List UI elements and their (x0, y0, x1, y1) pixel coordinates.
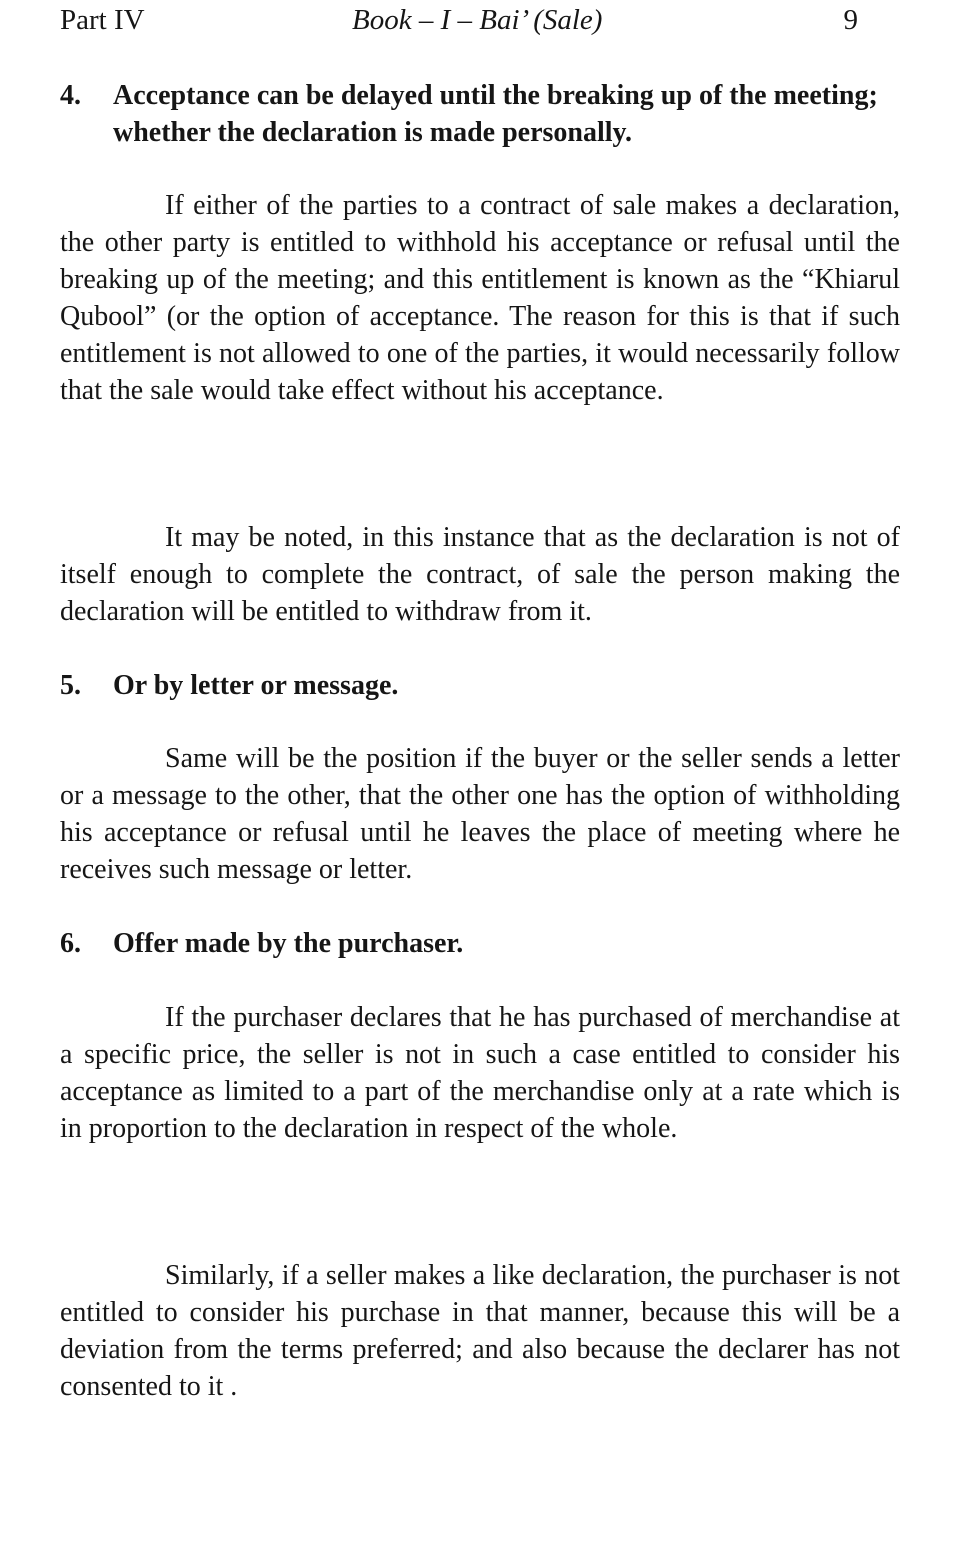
section-title: Acceptance can be delayed until the breaking up of the meeting; whether the declaration is made personally. (113, 80, 878, 148)
section-title: Or by letter or message. (113, 670, 399, 701)
page-number: 9 (843, 4, 858, 36)
paragraph: If either of the parties to a contract of sale makes a declaration, the other party is entitled to withhold his acceptance or refusal until the breaking up of the meeting; and this entitlement is known as the “Khiarul Qubool” (or the option of acceptance. The reason for this is that if such entitlement is not allowed to one of the parties, it would necessarily follow that the sale would take effect without his acceptance. (60, 190, 900, 406)
paragraph: Same will be the position if the buyer or the seller sends a letter or a message to the other, that the other one has the option of withholding his acceptance or refusal until he leaves the place of meeting where he receives such message or letter. (60, 743, 900, 885)
section-number: 4. (60, 80, 81, 111)
part-label: Part IV (60, 4, 145, 36)
section-title: Offer made by the purchaser. (113, 928, 464, 959)
section-heading-5 (60, 667, 900, 704)
paragraph: It may be noted, in this instance that as the declaration is not of itself enough to complete the contract, of sale the person making the declaration will be entitled to withdraw from it. (60, 522, 900, 627)
section-number: 5. (60, 670, 81, 701)
section-number: 6. (60, 928, 81, 959)
paragraph: If the purchaser declares that he has purchased of merchandise at a specific price, the seller is not in such a case entitled to consider his acceptance as limited to a part of the merchandise only at a rate which is in proportion to the declaration in respect of the whole. (60, 1002, 900, 1144)
book-title: Book – I – Bai’ (Sale) (352, 4, 603, 36)
running-head (60, 4, 900, 40)
section-heading-6 (60, 925, 900, 962)
paragraph: Similarly, if a seller makes a like declaration, the purchaser is not entitled to consider his purchase in that manner, because this will be a deviation from the terms preferred; and also because the declarer has not consented to it . (60, 1260, 900, 1402)
section-heading-4 (60, 77, 900, 151)
